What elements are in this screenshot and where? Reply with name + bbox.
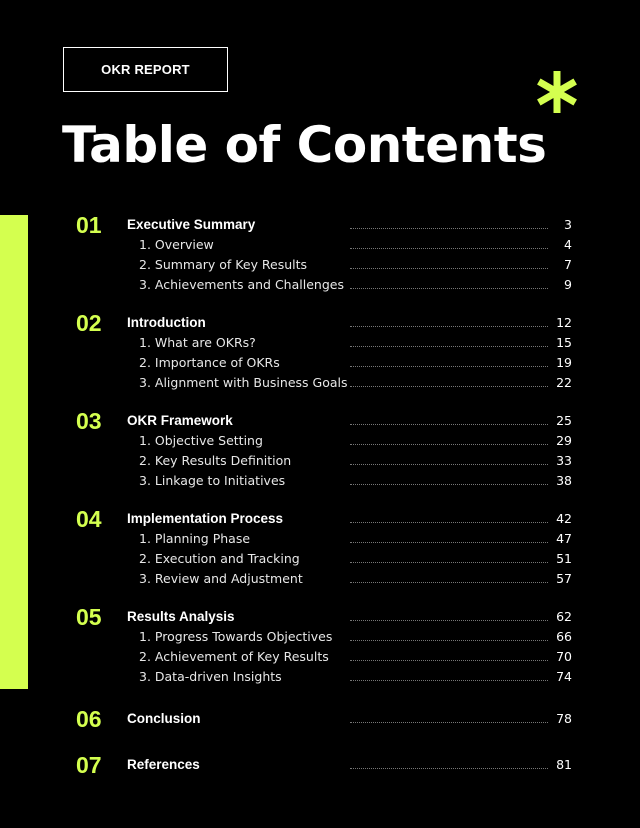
toc-entry-row[interactable] — [0, 277, 640, 305]
page-number: 81 — [556, 757, 572, 772]
page-number: 66 — [556, 629, 572, 644]
entry-label: 2. Key Results Definition — [139, 453, 292, 468]
section-number: 07 — [76, 752, 102, 778]
dot-leader — [350, 582, 548, 583]
entry-label: 2. Execution and Tracking — [139, 551, 300, 566]
dot-leader — [350, 366, 548, 367]
dot-leader — [350, 722, 548, 723]
toc-entry-row[interactable] — [0, 551, 640, 579]
report-badge-label: OKR REPORT — [101, 62, 190, 77]
section-number: 02 — [76, 310, 102, 336]
page-number: 33 — [556, 453, 572, 468]
page-number: 9 — [564, 277, 572, 292]
dot-leader — [350, 464, 548, 465]
section-title: Conclusion — [127, 711, 201, 726]
page-number: 47 — [556, 531, 572, 546]
page-title: Table of Contents — [62, 116, 547, 174]
section-heading-row[interactable] — [0, 413, 640, 441]
toc-entry-row[interactable] — [0, 531, 640, 559]
entry-label: 2. Importance of OKRs — [139, 355, 280, 370]
page-number: 74 — [556, 669, 572, 684]
dot-leader — [350, 268, 548, 269]
page-number: 51 — [556, 551, 572, 566]
dot-leader — [350, 424, 548, 425]
dot-leader — [350, 386, 548, 387]
toc-entry-row[interactable] — [0, 571, 640, 599]
dot-leader — [350, 484, 548, 485]
entry-label: 1. Overview — [139, 237, 214, 252]
section-title: Introduction — [127, 315, 206, 330]
entry-label: 3. Alignment with Business Goals — [139, 375, 348, 390]
entry-label: 3. Achievements and Challenges — [139, 277, 344, 292]
page-number: 7 — [564, 257, 572, 272]
dot-leader — [350, 562, 548, 563]
toc-entry-row[interactable] — [0, 473, 640, 501]
entry-label: 3. Review and Adjustment — [139, 571, 303, 586]
page-number: 25 — [556, 413, 572, 428]
dot-leader — [350, 248, 548, 249]
page-number: 22 — [556, 375, 572, 390]
entry-label: 3. Linkage to Initiatives — [139, 473, 286, 488]
dot-leader — [350, 346, 548, 347]
dot-leader — [350, 620, 548, 621]
dot-leader — [350, 768, 548, 769]
dot-leader — [350, 288, 548, 289]
dot-leader — [350, 680, 548, 681]
dot-leader — [350, 640, 548, 641]
entry-label: 2. Summary of Key Results — [139, 257, 308, 272]
toc-entry-row[interactable] — [0, 649, 640, 677]
section-heading-row[interactable] — [0, 757, 640, 785]
section-number: 06 — [76, 706, 102, 732]
entry-label: 1. Progress Towards Objectives — [139, 629, 333, 644]
entry-label: 1. Objective Setting — [139, 433, 263, 448]
section-number: 01 — [76, 212, 102, 238]
toc-entry-row[interactable] — [0, 669, 640, 697]
page-number: 12 — [556, 315, 572, 330]
section-title: OKR Framework — [127, 413, 233, 428]
entry-label: 2. Achievement of Key Results — [139, 649, 329, 664]
section-heading-row[interactable] — [0, 511, 640, 539]
toc-entry-row[interactable] — [0, 433, 640, 461]
page-number: 19 — [556, 355, 572, 370]
section-title: Implementation Process — [127, 511, 284, 526]
toc-entry-row[interactable] — [0, 335, 640, 363]
entry-label: 3. Data-driven Insights — [139, 669, 282, 684]
entry-label: 1. What are OKRs? — [139, 335, 256, 350]
section-title: Results Analysis — [127, 609, 235, 624]
page-number: 57 — [556, 571, 572, 586]
dot-leader — [350, 542, 548, 543]
section-heading-row[interactable] — [0, 315, 640, 343]
toc-entry-row[interactable] — [0, 237, 640, 265]
section-heading-row[interactable] — [0, 711, 640, 739]
dot-leader — [350, 444, 548, 445]
section-title: References — [127, 757, 200, 772]
page-number: 15 — [556, 335, 572, 350]
page-number: 29 — [556, 433, 572, 448]
dot-leader — [350, 522, 548, 523]
toc-entry-row[interactable] — [0, 375, 640, 403]
entry-label: 1. Planning Phase — [139, 531, 251, 546]
section-title: Executive Summary — [127, 217, 256, 232]
page-number: 3 — [564, 217, 572, 232]
toc-entry-row[interactable] — [0, 453, 640, 481]
dot-leader — [350, 660, 548, 661]
dot-leader — [350, 228, 548, 229]
page-number: 42 — [556, 511, 572, 526]
page-number: 70 — [556, 649, 572, 664]
page-number: 78 — [556, 711, 572, 726]
dot-leader — [350, 326, 548, 327]
section-number: 05 — [76, 604, 102, 630]
page-number: 38 — [556, 473, 572, 488]
section-number: 03 — [76, 408, 102, 434]
section-heading-row[interactable] — [0, 217, 640, 245]
page-number: 62 — [556, 609, 572, 624]
section-number: 04 — [76, 506, 102, 532]
page-number: 4 — [564, 237, 572, 252]
